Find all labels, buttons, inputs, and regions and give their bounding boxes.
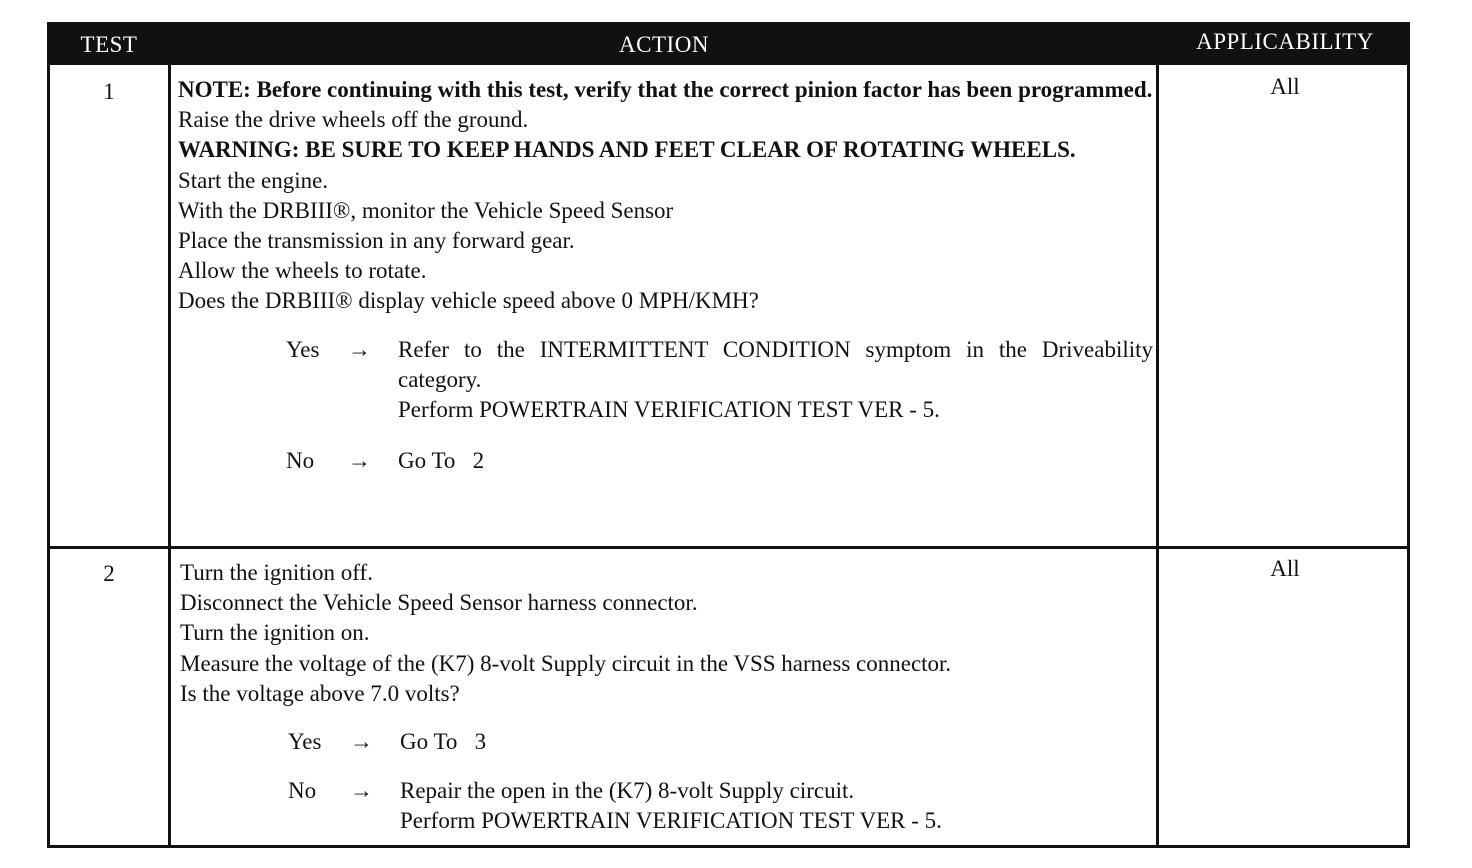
action-question: Is the voltage above 7.0 volts?	[180, 680, 460, 706]
applicability-2: All	[1270, 556, 1300, 581]
action-row-2	[180, 558, 1155, 837]
arrow-icon: →	[348, 448, 371, 474]
arrow-icon: →	[350, 729, 373, 755]
test-number-2: 2	[103, 561, 115, 586]
yes-label: Yes	[286, 336, 320, 362]
response-line: Go To 3	[400, 729, 487, 755]
action-line: Allow the wheels to rotate.	[178, 258, 427, 284]
response-line: Refer to the INTERMITTENT CONDITION symptom in the Driveability category.	[398, 336, 1153, 392]
yes-response-2	[288, 727, 1155, 757]
no-response-1	[286, 446, 1153, 476]
no-label: No	[286, 448, 315, 474]
row-divider	[50, 546, 1407, 549]
test-number-1: 1	[103, 79, 115, 104]
no-response-2	[288, 776, 1155, 836]
yes-instructions	[398, 335, 1153, 426]
action-question: Does the DRBIII® display vehicle speed above 0 MPH/KMH?	[178, 288, 759, 314]
action-line: Turn the ignition off.	[180, 560, 373, 585]
action-line: Disconnect the Vehicle Speed Sensor harness connector.	[180, 590, 698, 616]
action-line: Turn the ignition on.	[180, 620, 370, 646]
response-line: Repair the open in the (K7) 8-volt Supply circuit.	[400, 778, 855, 804]
note-text: NOTE: Before continuing with this test, verify that the correct pinion factor has been programmed.	[178, 77, 1153, 102]
response-line: Go To 2	[398, 448, 485, 474]
yes-label: Yes	[288, 729, 322, 755]
no-instructions	[398, 446, 1153, 476]
column-divider-applicability	[1156, 65, 1159, 845]
arrow-icon: →	[348, 336, 371, 362]
yes-instructions	[400, 727, 1155, 757]
yes-response-1	[286, 335, 1153, 426]
no-label: No	[288, 778, 317, 804]
action-line: Start the engine.	[178, 167, 329, 193]
arrow-icon: →	[350, 778, 373, 804]
column-divider-test	[168, 65, 171, 845]
no-instructions	[400, 776, 1155, 836]
warning-text: WARNING: BE SURE TO KEEP HANDS AND FEET CLEAR OF ROTATING WHEELS.	[178, 137, 1076, 163]
action-line: With the DRBIII®, monitor the Vehicle Speed Sensor	[178, 197, 674, 223]
table-header	[50, 25, 1407, 65]
header-test: TEST	[80, 32, 138, 57]
header-action: ACTION	[619, 32, 709, 57]
response-line: Perform POWERTRAIN VERIFICATION TEST VER - 5.	[398, 397, 940, 423]
action-line: Measure the voltage of the (K7) 8-volt Supply circuit in the VSS harness connector.	[180, 650, 952, 676]
diagnostic-table	[47, 22, 1410, 848]
action-line: Raise the drive wheels off the ground.	[178, 107, 529, 133]
applicability-1: All	[1270, 74, 1300, 99]
action-line: Place the transmission in any forward gear.	[178, 228, 575, 254]
action-row-1	[178, 75, 1153, 476]
header-applicability: APPLICABILITY	[1196, 29, 1374, 54]
response-line: Perform POWERTRAIN VERIFICATION TEST VER - 5.	[400, 808, 942, 834]
